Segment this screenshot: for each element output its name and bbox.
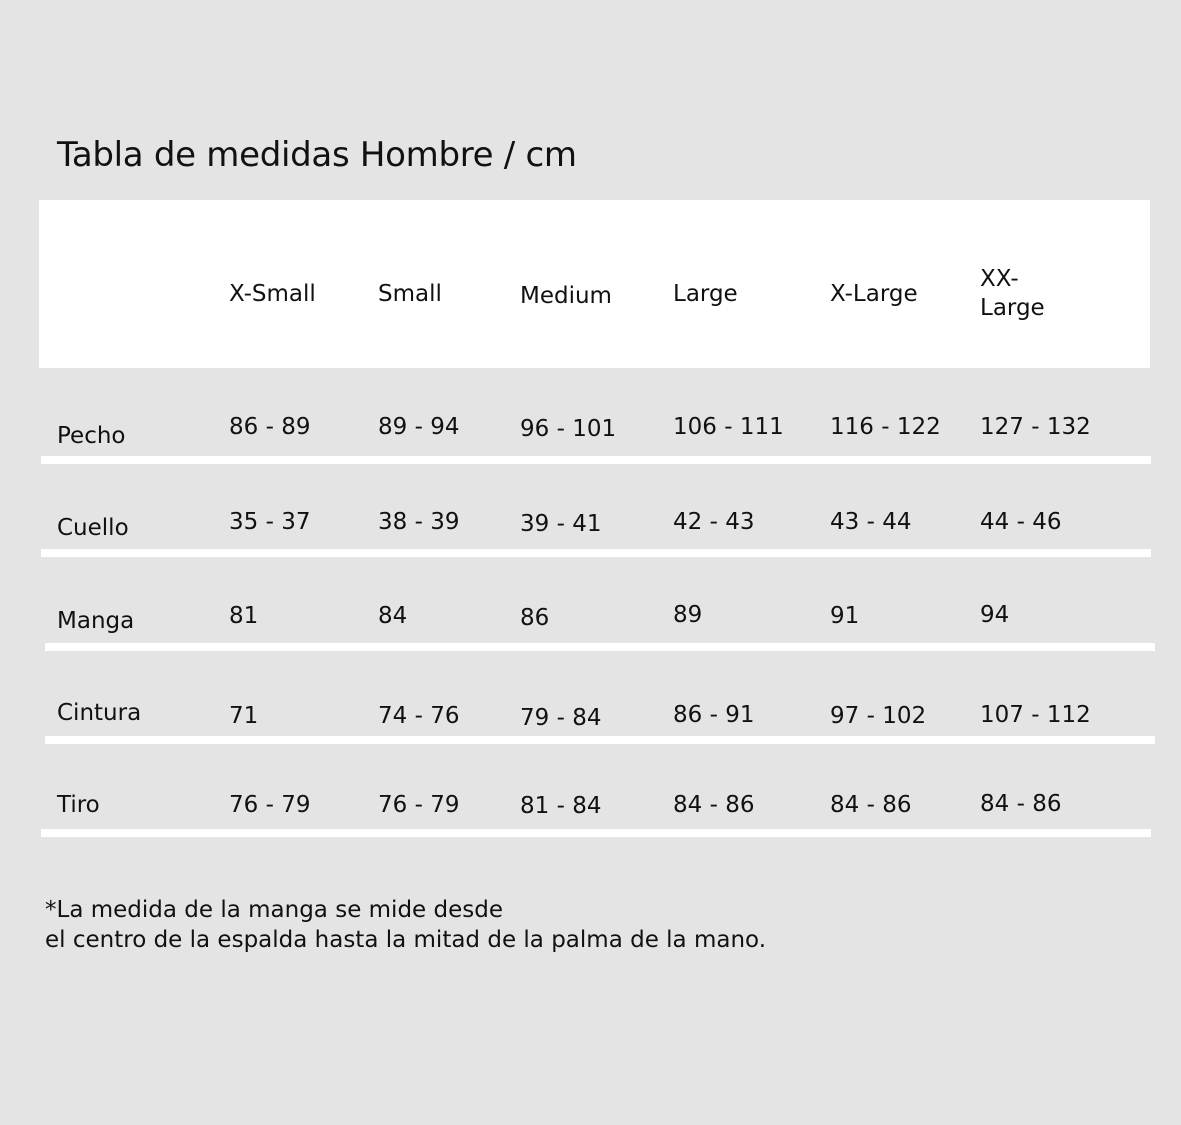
row-divider: [41, 829, 1151, 837]
table-cell: 84 - 86: [673, 792, 755, 818]
table-cell: 71: [229, 703, 259, 729]
table-cell: 44 - 46: [980, 509, 1062, 535]
table-cell: 76 - 79: [378, 792, 460, 818]
table-cell: 79 - 84: [520, 705, 602, 731]
table-cell: 84: [378, 603, 408, 629]
table-cell: 38 - 39: [378, 509, 460, 535]
footnote: [45, 895, 766, 955]
row-label-tiro: Tiro: [57, 792, 100, 818]
row-divider: [41, 549, 1151, 557]
table-cell: 127 - 132: [980, 414, 1091, 440]
column-header-xx-large-line2: Large: [980, 295, 1045, 321]
table-cell: 106 - 111: [673, 414, 784, 440]
table-cell: 89: [673, 602, 703, 628]
table-cell: 74 - 76: [378, 703, 460, 729]
column-header-medium: Medium: [520, 283, 612, 309]
row-divider: [45, 643, 1155, 651]
table-cell: 81 - 84: [520, 793, 602, 819]
table-cell: 42 - 43: [673, 509, 755, 535]
table-cell: 39 - 41: [520, 511, 602, 537]
column-header-large: Large: [673, 281, 738, 307]
footnote-line-1: *La medida de la manga se mide desde: [45, 897, 503, 923]
row-divider: [41, 456, 1151, 464]
table-cell: 81: [229, 603, 259, 629]
table-cell: 86 - 89: [229, 414, 311, 440]
table-cell: 96 - 101: [520, 416, 617, 442]
table-cell: 43 - 44: [830, 509, 912, 535]
table-cell: 35 - 37: [229, 509, 311, 535]
column-header-xx-large-line1: XX-: [980, 266, 1019, 292]
table-cell: 76 - 79: [229, 792, 311, 818]
table-cell: 84 - 86: [830, 792, 912, 818]
footnote-line-2: el centro de la espalda hasta la mitad de la palma de la mano.: [45, 927, 767, 953]
row-divider: [45, 736, 1155, 744]
row-label-pecho: Pecho: [57, 423, 126, 449]
table-cell: 97 - 102: [830, 703, 927, 729]
table-cell: 91: [830, 603, 860, 629]
column-header-x-small: X-Small: [229, 281, 316, 307]
table-cell: 116 - 122: [830, 414, 941, 440]
table-cell: 94: [980, 602, 1010, 628]
table-cell: 86 - 91: [673, 702, 755, 728]
row-label-cintura: Cintura: [57, 700, 142, 726]
column-header-small: Small: [378, 281, 442, 307]
table-cell: 84 - 86: [980, 791, 1062, 817]
row-label-cuello: Cuello: [57, 515, 129, 541]
row-label-manga: Manga: [57, 608, 135, 634]
table-cell: 107 - 112: [980, 702, 1091, 728]
table-cell: 86: [520, 605, 550, 631]
column-header-x-large: X-Large: [830, 281, 918, 307]
page-title: Tabla de medidas Hombre / cm: [57, 135, 577, 175]
table-cell: 89 - 94: [378, 414, 460, 440]
